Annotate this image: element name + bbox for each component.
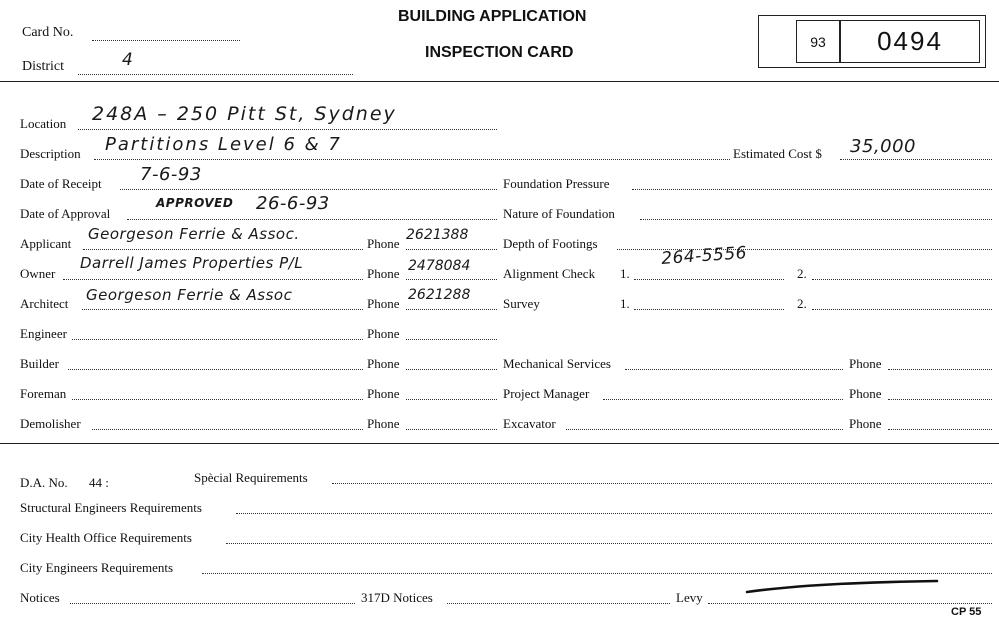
- alignment-check-2-label: 2.: [797, 266, 807, 281]
- health-requirements-label: City Health Office Requirements: [20, 530, 192, 545]
- project-manager-phone-label: Phone: [849, 386, 882, 401]
- mechanical-phone-field[interactable]: [888, 369, 992, 370]
- header-divider: [0, 81, 999, 82]
- architect-phone-value: 2621288: [408, 287, 471, 303]
- estimated-cost-label: Estimated Cost $: [733, 146, 822, 161]
- applicant-field[interactable]: [83, 249, 363, 250]
- architect-field[interactable]: [82, 309, 363, 310]
- special-requirements-field[interactable]: [332, 483, 992, 484]
- owner-phone-label: Phone: [367, 266, 400, 281]
- demolisher-phone-label: Phone: [367, 416, 400, 431]
- project-manager-label: Project Manager: [503, 386, 590, 401]
- survey-2-field[interactable]: [812, 309, 992, 310]
- owner-label: Owner: [20, 266, 56, 281]
- architect-value: Georgeson Ferrie & Assoc: [86, 286, 293, 304]
- card-no-field[interactable]: [92, 40, 240, 41]
- alignment-check-2-field[interactable]: [812, 279, 992, 280]
- engineer-phone-label: Phone: [367, 326, 400, 341]
- levy-field[interactable]: [708, 603, 992, 604]
- foreman-phone-field[interactable]: [406, 399, 497, 400]
- levy-label: Levy: [676, 590, 703, 605]
- project-manager-phone-field[interactable]: [888, 399, 992, 400]
- builder-phone-label: Phone: [367, 356, 400, 371]
- notices-field[interactable]: [70, 603, 355, 604]
- applicant-value: Georgeson Ferrie & Assoc.: [88, 225, 300, 243]
- owner-field[interactable]: [63, 279, 363, 280]
- location-field[interactable]: [78, 129, 497, 130]
- form-title-line1: BUILDING APPLICATION: [398, 8, 587, 25]
- alignment-check-label: Alignment Check: [503, 266, 596, 281]
- survey-1-field[interactable]: [634, 309, 784, 310]
- alignment-check-1-label: 1.: [620, 266, 630, 281]
- demolisher-field[interactable]: [92, 429, 363, 430]
- date-of-receipt-label: Date of Receipt: [20, 176, 102, 191]
- engineer-phone-field[interactable]: [406, 339, 497, 340]
- architect-phone-field[interactable]: [406, 309, 497, 310]
- da-no-value: 44 :: [89, 475, 109, 490]
- builder-phone-field[interactable]: [406, 369, 497, 370]
- excavator-phone-label: Phone: [849, 416, 882, 431]
- date-of-approval-label: Date of Approval: [20, 206, 111, 221]
- alignment-check-value: 264-5556: [660, 243, 748, 269]
- applicant-phone-label: Phone: [367, 236, 400, 251]
- da-no-label: D.A. No.: [20, 475, 68, 490]
- date-of-receipt-field[interactable]: [120, 189, 497, 190]
- city-engineers-requirements-label: City Engineers Requirements: [20, 560, 174, 575]
- foreman-field[interactable]: [72, 399, 363, 400]
- survey-1-label: 1.: [620, 296, 630, 311]
- date-of-approval-field[interactable]: [127, 219, 497, 220]
- card-no-label: Card No.: [22, 25, 74, 40]
- date-of-approval-value: 26-6-93: [256, 193, 330, 214]
- foundation-pressure-label: Foundation Pressure: [503, 176, 610, 191]
- special-requirements-label: Spècial Requirements: [194, 470, 308, 485]
- description-field[interactable]: [94, 159, 730, 160]
- form-code: CP 55: [951, 606, 982, 618]
- excavator-phone-field[interactable]: [888, 429, 992, 430]
- mechanical-services-label: Mechanical Services: [503, 356, 611, 371]
- nature-of-foundation-label: Nature of Foundation: [503, 206, 615, 221]
- applicant-phone-field[interactable]: [406, 249, 497, 250]
- owner-phone-field[interactable]: [406, 279, 497, 280]
- structural-requirements-field[interactable]: [236, 513, 992, 514]
- location-label: Location: [20, 116, 67, 131]
- builder-label: Builder: [20, 356, 59, 371]
- engineer-field[interactable]: [72, 339, 363, 340]
- requirements-divider: [0, 443, 999, 444]
- description-label: Description: [20, 146, 81, 161]
- approved-stamp: APPROVED: [156, 196, 234, 210]
- date-of-receipt-value: 7-6-93: [140, 164, 202, 185]
- excavator-field[interactable]: [566, 429, 843, 430]
- district-value: 4: [122, 50, 134, 70]
- survey-label: Survey: [503, 296, 540, 311]
- estimated-cost-field[interactable]: [840, 159, 992, 160]
- health-requirements-field[interactable]: [226, 543, 992, 544]
- notices-317d-label: 317D Notices: [361, 590, 433, 605]
- nature-of-foundation-field[interactable]: [640, 219, 992, 220]
- district-label: District: [22, 59, 64, 74]
- demolisher-label: Demolisher: [20, 416, 81, 431]
- alignment-check-1-field[interactable]: [634, 279, 784, 280]
- notices-317d-field[interactable]: [447, 603, 670, 604]
- description-value: Partitions Level 6 & 7: [105, 134, 342, 155]
- structural-requirements-label: Structural Engineers Requirements: [20, 500, 202, 515]
- builder-field[interactable]: [68, 369, 363, 370]
- survey-2-label: 2.: [797, 296, 807, 311]
- form-title-line2: INSPECTION CARD: [425, 44, 574, 61]
- city-engineers-requirements-field[interactable]: [202, 573, 992, 574]
- engineer-label: Engineer: [20, 326, 67, 341]
- foreman-phone-label: Phone: [367, 386, 400, 401]
- excavator-label: Excavator: [503, 416, 556, 431]
- estimated-cost-value: 35,000: [850, 136, 916, 157]
- project-manager-field[interactable]: [603, 399, 843, 400]
- depth-of-footings-label: Depth of Footings: [503, 236, 598, 251]
- foreman-label: Foreman: [20, 386, 67, 401]
- mechanical-phone-label: Phone: [849, 356, 882, 371]
- levy-pen-stroke: [745, 578, 945, 596]
- owner-value: Darrell James Properties P/L: [80, 254, 304, 272]
- foundation-pressure-field[interactable]: [632, 189, 992, 190]
- applicant-label: Applicant: [20, 236, 72, 251]
- district-field[interactable]: [78, 74, 353, 75]
- owner-phone-value: 2478084: [408, 258, 471, 274]
- architect-label: Architect: [20, 296, 69, 311]
- demolisher-phone-field[interactable]: [406, 429, 497, 430]
- applicant-phone-value: 2621388: [406, 227, 469, 243]
- location-value: 248A – 250 Pitt St, Sydney: [92, 103, 397, 125]
- architect-phone-label: Phone: [367, 296, 400, 311]
- notices-label: Notices: [20, 590, 60, 605]
- mechanical-services-field[interactable]: [625, 369, 843, 370]
- card-number: 0494: [840, 20, 980, 63]
- year-box: 93: [796, 20, 840, 63]
